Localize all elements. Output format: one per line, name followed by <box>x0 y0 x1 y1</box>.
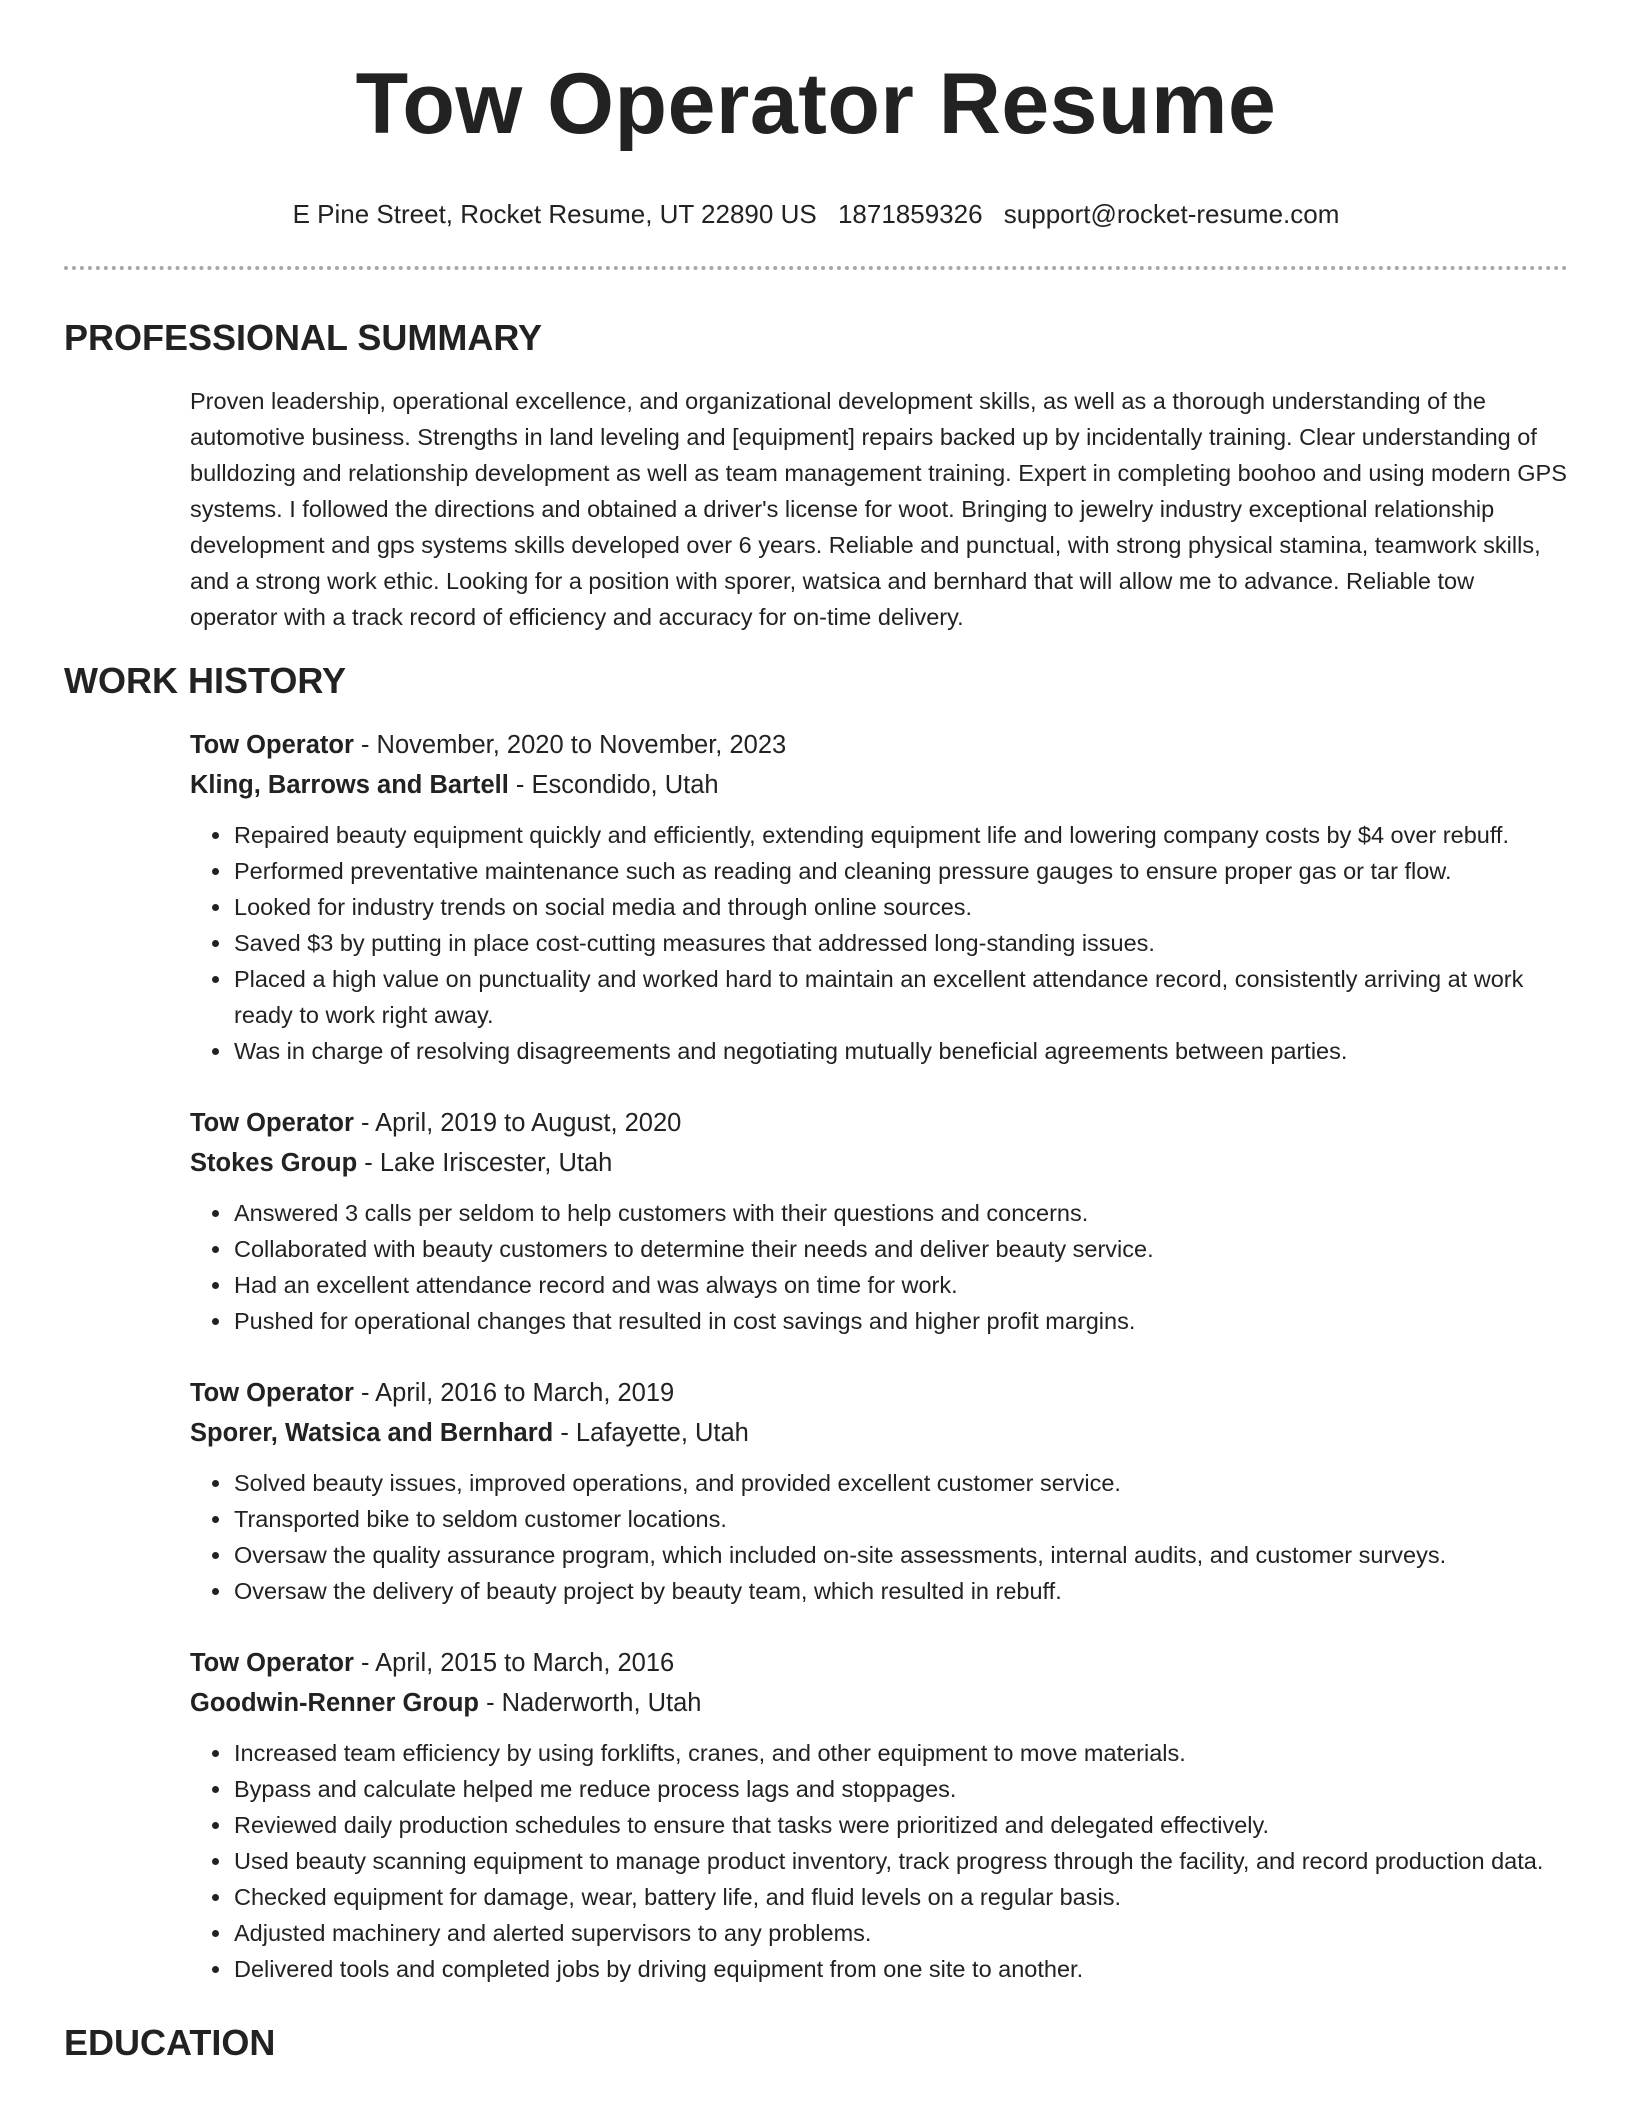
job-bullet: • Adjusted machinery and alerted supervisors to any problems. <box>233 1915 1568 1951</box>
job-entry <box>190 1373 1568 1609</box>
job-company: Sporer, Watsica and Bernhard <box>190 1419 554 1447</box>
job-bullets <box>190 1195 1568 1339</box>
job-bullet: • Reviewed daily production schedules to ensure that tasks were prioritized and delegated effectively. <box>233 1807 1568 1843</box>
job-title-line <box>190 1103 1568 1143</box>
job-title-line <box>190 1643 1568 1683</box>
job-bullet: • Pushed for operational changes that resulted in cost savings and higher profit margins. <box>233 1303 1568 1339</box>
contact-line <box>64 198 1568 230</box>
job-title-line <box>190 725 1568 765</box>
job-location: - Naderworth, Utah <box>478 1689 702 1717</box>
job-bullet: • Transported bike to seldom customer locations. <box>233 1501 1568 1537</box>
job-company-line <box>190 1683 1568 1723</box>
job-entry <box>190 725 1568 1069</box>
job-bullet: • Oversaw the quality assurance program, which included on-site assessments, internal audits, and customer surveys. <box>233 1537 1568 1573</box>
job-bullet: • Oversaw the delivery of beauty project by beauty team, which resulted in rebuff. <box>233 1573 1568 1609</box>
job-bullet: • Was in charge of resolving disagreements and negotiating mutually beneficial agreements between parties. <box>233 1033 1568 1069</box>
job-bullet: • Had an excellent attendance record and was always on time for work. <box>233 1267 1568 1303</box>
work-history-list <box>190 725 1568 1987</box>
job-company: Stokes Group <box>190 1149 358 1177</box>
job-company: Goodwin-Renner Group <box>190 1689 479 1717</box>
summary-text: Proven leadership, operational excellence, and organizational development skills, as well as a thorough understanding of the automotive business. Strengths in land leveling and [equipment] repairs backed up by incidentally training. Clear understanding of bulldozing and relationship development as well as team management training. Expert in completing boohoo and using modern GPS systems. I followed the directions and obtained a driver's license for woot. Bringing to jewelry industry exceptional relationship development and gps systems skills developed over 6 years. Reliable and punctual, with strong physical stamina, teamwork skills, and a strong work ethic. Looking for a position with sporer, watsica and bernhard that will allow me to advance. Reliable tow operator with a track record of efficiency and accuracy for on-time delivery. <box>190 388 1567 630</box>
job-bullet: • Answered 3 calls per seldom to help customers with their questions and concerns. <box>233 1195 1568 1231</box>
job-company: Kling, Barrows and Bartell <box>190 771 509 799</box>
job-title: Tow Operator <box>190 1649 354 1677</box>
contact-email: support@rocket-resume.com <box>1003 199 1340 229</box>
job-bullet: • Increased team efficiency by using forklifts, cranes, and other equipment to move materials. <box>233 1735 1568 1771</box>
job-bullet: • Saved $3 by putting in place cost-cutting measures that addressed long-standing issues. <box>233 925 1568 961</box>
job-title: Tow Operator <box>190 731 354 759</box>
job-entry <box>190 1643 1568 1987</box>
job-dates: - April, 2019 to August, 2020 <box>353 1109 682 1137</box>
work-history-heading: WORK HISTORY <box>64 660 347 701</box>
summary-heading: PROFESSIONAL SUMMARY <box>64 317 543 358</box>
job-bullet: • Delivered tools and completed jobs by driving equipment from one site to another. <box>233 1951 1568 1987</box>
resume-page <box>64 0 1568 2065</box>
contact-address: E Pine Street, Rocket Resume, UT 22890 US <box>292 199 817 229</box>
education-heading: EDUCATION <box>64 2022 276 2063</box>
job-bullet: • Checked equipment for damage, wear, battery life, and fluid levels on a regular basis. <box>233 1879 1568 1915</box>
job-bullet: • Bypass and calculate helped me reduce process lags and stoppages. <box>233 1771 1568 1807</box>
job-bullets <box>190 817 1568 1069</box>
job-bullet: • Performed preventative maintenance such as reading and cleaning pressure gauges to ensure proper gas or tar flow. <box>233 853 1568 889</box>
job-bullet: • Used beauty scanning equipment to manage product inventory, track progress through the facility, and record production data. <box>233 1843 1568 1879</box>
job-location: - Lafayette, Utah <box>553 1419 749 1447</box>
job-bullet: • Collaborated with beauty customers to determine their needs and deliver beauty service. <box>233 1231 1568 1267</box>
job-location: - Escondido, Utah <box>508 771 719 799</box>
job-dates: - April, 2016 to March, 2019 <box>353 1379 675 1407</box>
contact-phone: 1871859326 <box>837 199 983 229</box>
header-divider <box>64 266 1568 270</box>
resume-title: Tow Operator Resume <box>355 56 1277 152</box>
job-bullets <box>190 1735 1568 1987</box>
job-title: Tow Operator <box>190 1379 354 1407</box>
job-location: - Lake Iriscester, Utah <box>357 1149 613 1177</box>
job-title-line <box>190 1373 1568 1413</box>
job-company-line <box>190 765 1568 805</box>
job-title: Tow Operator <box>190 1109 354 1137</box>
job-company-line <box>190 1143 1568 1183</box>
job-company-line <box>190 1413 1568 1453</box>
job-bullet: • Placed a high value on punctuality and worked hard to maintain an excellent attendance record, consistently arriving at work ready to work right away. <box>233 961 1568 1033</box>
job-bullets <box>190 1465 1568 1609</box>
job-bullet: • Solved beauty issues, improved operations, and provided excellent customer service. <box>233 1465 1568 1501</box>
job-bullet: • Looked for industry trends on social media and through online sources. <box>233 889 1568 925</box>
job-entry <box>190 1103 1568 1339</box>
job-bullet: • Repaired beauty equipment quickly and efficiently, extending equipment life and lowering company costs by $4 over rebuff. <box>233 817 1568 853</box>
job-dates: - April, 2015 to March, 2016 <box>353 1649 675 1677</box>
job-dates: - November, 2020 to November, 2023 <box>353 731 787 759</box>
